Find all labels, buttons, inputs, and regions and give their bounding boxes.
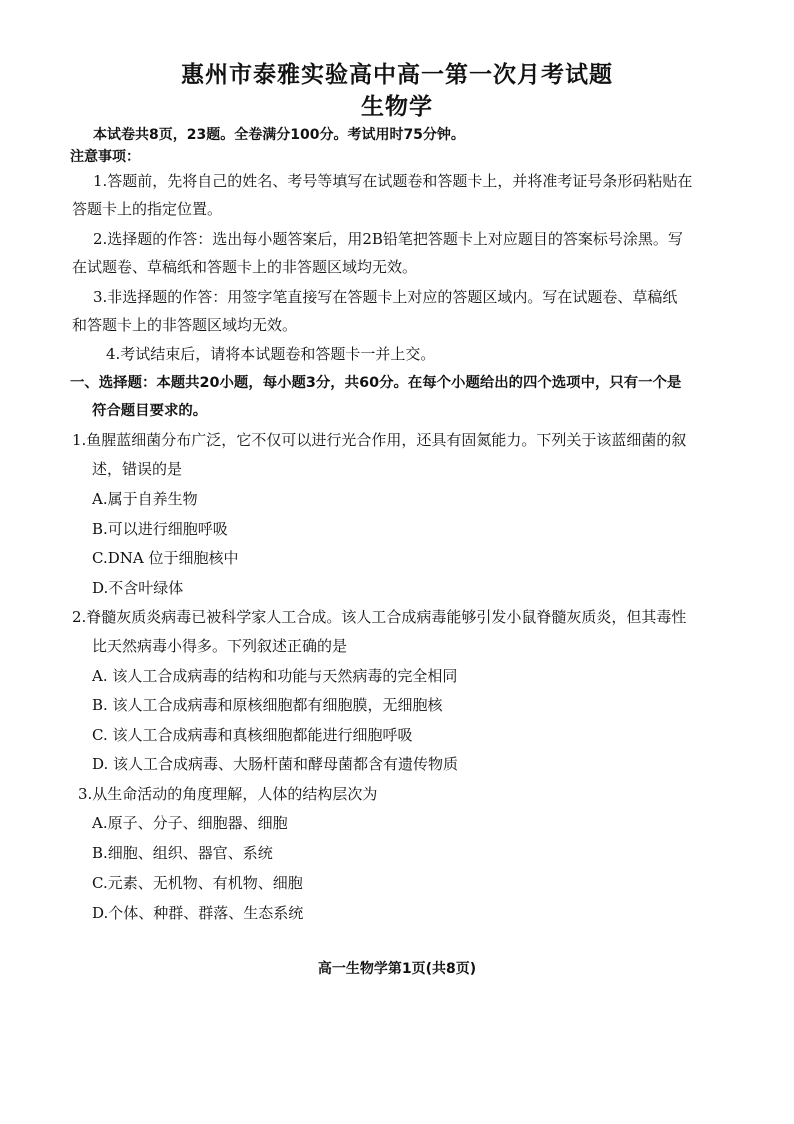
question-3-stem: 3.从生命活动的角度理解，人体的结构层次为 [78, 785, 378, 803]
question-2-option-c: C. 该人工合成病毒和真核细胞都能进行细胞呼吸 [92, 726, 413, 744]
note-2-line1: 2.选择题的作答：选出每小题答案后，用2B铅笔把答题卡上对应题目的答案标号涂黑。写 [93, 230, 683, 248]
page-footer: 高一生物学第1页(共8页) [317, 961, 477, 977]
note-3-line2: 和答题卡上的非答题区域均无效。 [72, 316, 298, 334]
note-3-line1: 3.非选择题的作答：用签字笔直接写在答题卡上对应的答题区域内。写在试题卷、草稿纸 [93, 288, 678, 306]
question-1-option-c: C.DNA 位于细胞核中 [92, 549, 239, 567]
note-1-line1: 1.答题前，先将自己的姓名、考号等填写在试题卷和答题卡上，并将准考证号条形码粘贴在 [93, 172, 693, 190]
exam-title: 惠州市泰雅实验高中高一第一次月考试题 [181, 62, 613, 88]
question-1-option-a: A.属于自养生物 [92, 490, 198, 508]
question-1-stem-line2: 述，错误的是 [92, 460, 183, 478]
question-3-option-b: B.细胞、组织、器官、系统 [92, 844, 273, 862]
note-2-line2: 在试题卷、草稿纸和答题卡上的非答题区域均无效。 [72, 258, 418, 276]
question-2-option-d: D. 该人工合成病毒、大肠杆菌和酵母菌都含有遗传物质 [92, 755, 459, 773]
question-1-option-d: D.不含叶绿体 [92, 579, 184, 597]
exam-summary: 本试卷共8页，23题。全卷满分100分。考试用时75分钟。 [93, 127, 465, 143]
note-4: 4.考试结束后，请将本试题卷和答题卡一并上交。 [106, 345, 436, 363]
question-2-stem-line2: 比天然病毒小得多。下列叙述正确的是 [92, 637, 348, 655]
question-3-option-a: A.原子、分子、细胞器、细胞 [92, 814, 288, 832]
notes-heading: 注意事项： [70, 149, 140, 165]
section-heading-line2: 符合题目要求的。 [92, 403, 208, 419]
question-2-stem-line1: 2.脊髓灰质炎病毒已被科学家人工合成。该人工合成病毒能够引发小鼠脊髓灰质炎，但其毒性 [72, 608, 687, 626]
note-1-line2: 答题卡上的指定位置。 [72, 200, 223, 218]
question-1-stem-line1: 1.鱼腥蓝细菌分布广泛，它不仅可以进行光合作用，还具有固氮能力。下列关于该蓝细菌的叙 [72, 431, 687, 449]
question-1-option-b: B.可以进行细胞呼吸 [92, 520, 228, 538]
subject-title: 生物学 [361, 94, 433, 120]
question-2-option-a: A. 该人工合成病毒的结构和功能与天然病毒的完全相同 [92, 667, 458, 685]
question-3-option-d: D.个体、种群、群落、生态系统 [92, 904, 304, 922]
section-heading-line1: 一、选择题：本题共20小题，每小题3分，共60分。在每个小题给出的四个选项中，只有一个是 [70, 375, 682, 391]
question-3-option-c: C.元素、无机物、有机物、细胞 [92, 874, 303, 892]
question-2-option-b: B. 该人工合成病毒和原核细胞都有细胞膜，无细胞核 [92, 696, 443, 714]
